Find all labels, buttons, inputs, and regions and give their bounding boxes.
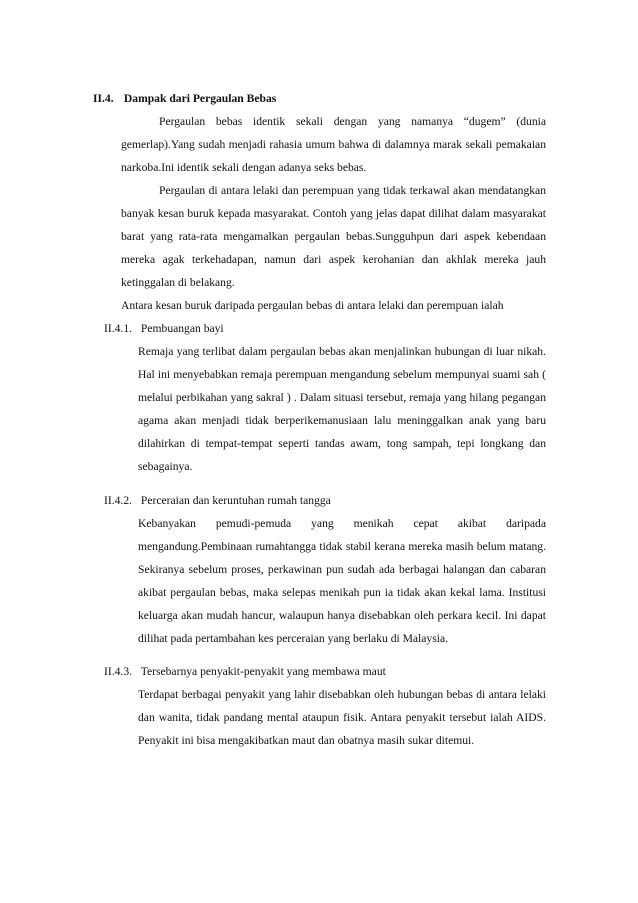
subsection-title-2: Perceraian dan keruntuhan rumah tangga bbox=[140, 494, 331, 507]
subsection-body-2: Kebanyakan pemudi-pemuda yang menikah cepat akibat daripada mengandung.Pembinaan rumahtangga tidak stabil kerana mereka masih belum matang. Sekiranya sebelum proses, perkawinan pun sudah ada berbagai halangan dan cabaran akibat pergaulan bebas, maka selepas menikah pun ia tidak akan kekal lama. Institusi keluarga akan mudah hancur, walaupun hanya disebabkan oleh perkara kecil. Ini dapat dilihat pada pertambahan kes perceraian yang berlaku di Malaysia. bbox=[138, 517, 546, 645]
section-number: II.4. bbox=[93, 92, 114, 105]
subsection-number-1: II.4.1. bbox=[104, 322, 133, 335]
subsection-heading-1 bbox=[104, 318, 554, 341]
subsection-body-3: Terdapat berbagai penyakit yang lahir disebabkan oleh hubungan bebas di antara lelaki dan wanita, tidak pandang mental ataupun fisik. Antara penyakit tersebut ialah AIDS. Penyakit ini bisa mengakibatkan maut dan obatnya masih sukar ditemui. bbox=[138, 688, 546, 747]
subsection-title-3: Tersebarnya penyakit-penyakit yang membawa maut bbox=[140, 665, 386, 678]
intro-paragraph-2: Pergaulan di antara lelaki dan perempuan yang tidak terkawal akan mendatangkan banyak kesan buruk kepada masyarakat. Contoh yang jelas dapat dilihat dalam masyarakat barat yang rata-rata mengamalkan pergaulan bebas.Sungguhpun dari aspek kebendaan mereka agak terkehadapan, namun dari aspek kerohanian dan akhlak mereka jauh ketinggalan di belakang. bbox=[121, 184, 546, 289]
intro-paragraph-1: Pergaulan bebas identik sekali dengan yang namanya “dugem” (dunia gemerlap).Yang sudah menjadi rahasia umum bahwa di dalamnya marak sekali pemakaian narkoba.Ini identik sekali dengan adanya seks bebas. bbox=[121, 115, 546, 174]
section-heading bbox=[93, 88, 553, 110]
intro-lead-in: Antara kesan buruk daripada pergaulan bebas di antara lelaki dan perempuan ialah bbox=[121, 299, 504, 312]
subsection-number-3: II.4.3. bbox=[104, 665, 133, 678]
section-title: Dampak dari Pergaulan Bebas bbox=[123, 92, 277, 105]
subsection-body-1: Remaja yang terlibat dalam pergaulan bebas akan menjalinkan hubungan di luar nikah. Hal ini menyebabkan remaja perempuan mengandung sebelum mempunyai suami sah ( melalui perbikahan yang sakral ) . Dalam situasi tersebut, remaja yang hilang pegangan agama akan menjadi tidak berperikemanusiaan lalu meninggalkan anak yang baru dilahirkan di tempat-tempat seperti tandas awam, tong sampah, tepi longkang dan sebagainya. bbox=[138, 345, 546, 473]
subsection-heading-3 bbox=[104, 661, 554, 684]
subsection-number-2: II.4.2. bbox=[104, 494, 133, 507]
subsection-title-1: Pembuangan bayi bbox=[140, 322, 224, 335]
subsection-heading-2 bbox=[104, 490, 554, 513]
